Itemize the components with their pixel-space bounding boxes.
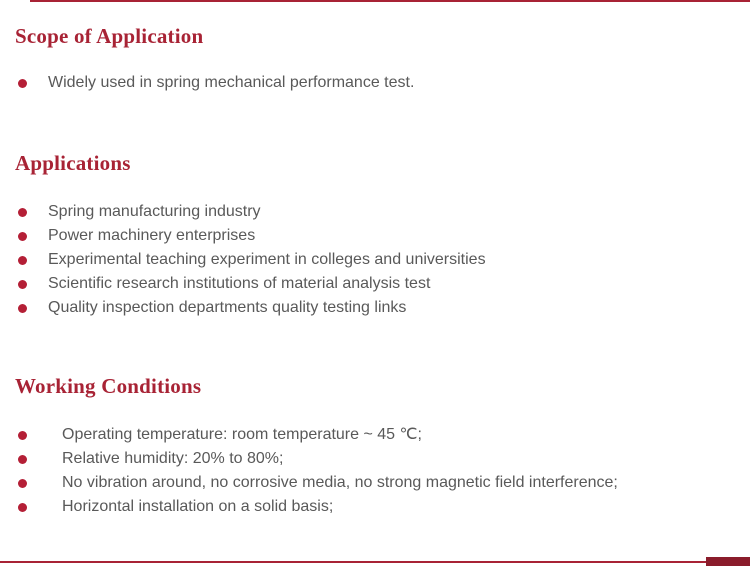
list-item (0, 423, 618, 447)
list-item-text: Horizontal installation on a solid basis; (62, 498, 334, 515)
list-item-text: Experimental teaching experiment in colleges and universities (48, 251, 486, 268)
bullet-list-applications (0, 200, 486, 320)
bottom-divider (0, 561, 706, 563)
list-item-text: Quality inspection departments quality testing links (48, 299, 407, 316)
bullet-icon (18, 79, 27, 88)
bullet-icon (18, 503, 27, 512)
list-item (0, 471, 618, 495)
list-item (0, 200, 486, 224)
bullet-icon (18, 431, 27, 440)
section-title-applications: Applications (15, 151, 131, 175)
bullet-icon (18, 455, 27, 464)
list-item (0, 71, 414, 95)
bullet-icon (18, 232, 27, 241)
bullet-icon (18, 479, 27, 488)
bullet-list-scope (0, 71, 414, 95)
bullet-icon (18, 256, 27, 265)
corner-accent-block (706, 557, 750, 566)
list-item-text: Spring manufacturing industry (48, 203, 261, 220)
list-item-text: Scientific research institutions of material analysis test (48, 275, 431, 292)
top-divider (30, 0, 750, 2)
list-item-text: Power machinery enterprises (48, 227, 256, 244)
list-item-text: Relative humidity: 20% to 80%; (62, 450, 284, 467)
section-title-scope-of-application: Scope of Application (15, 24, 204, 48)
list-item (0, 248, 486, 272)
bullet-icon (18, 304, 27, 313)
list-item (0, 272, 486, 296)
bullet-icon (18, 208, 27, 217)
list-item-text: Operating temperature: room temperature ~ 45 ℃; (62, 426, 422, 443)
list-item (0, 495, 618, 519)
bullet-icon (18, 280, 27, 289)
section-title-working-conditions: Working Conditions (15, 374, 202, 398)
list-item-text: No vibration around, no corrosive media, no strong magnetic field interference; (62, 474, 618, 491)
list-item (0, 447, 618, 471)
list-item-text: Widely used in spring mechanical performance test. (48, 74, 415, 91)
list-item (0, 296, 486, 320)
list-item (0, 224, 486, 248)
bullet-list-working-conditions (0, 423, 618, 519)
